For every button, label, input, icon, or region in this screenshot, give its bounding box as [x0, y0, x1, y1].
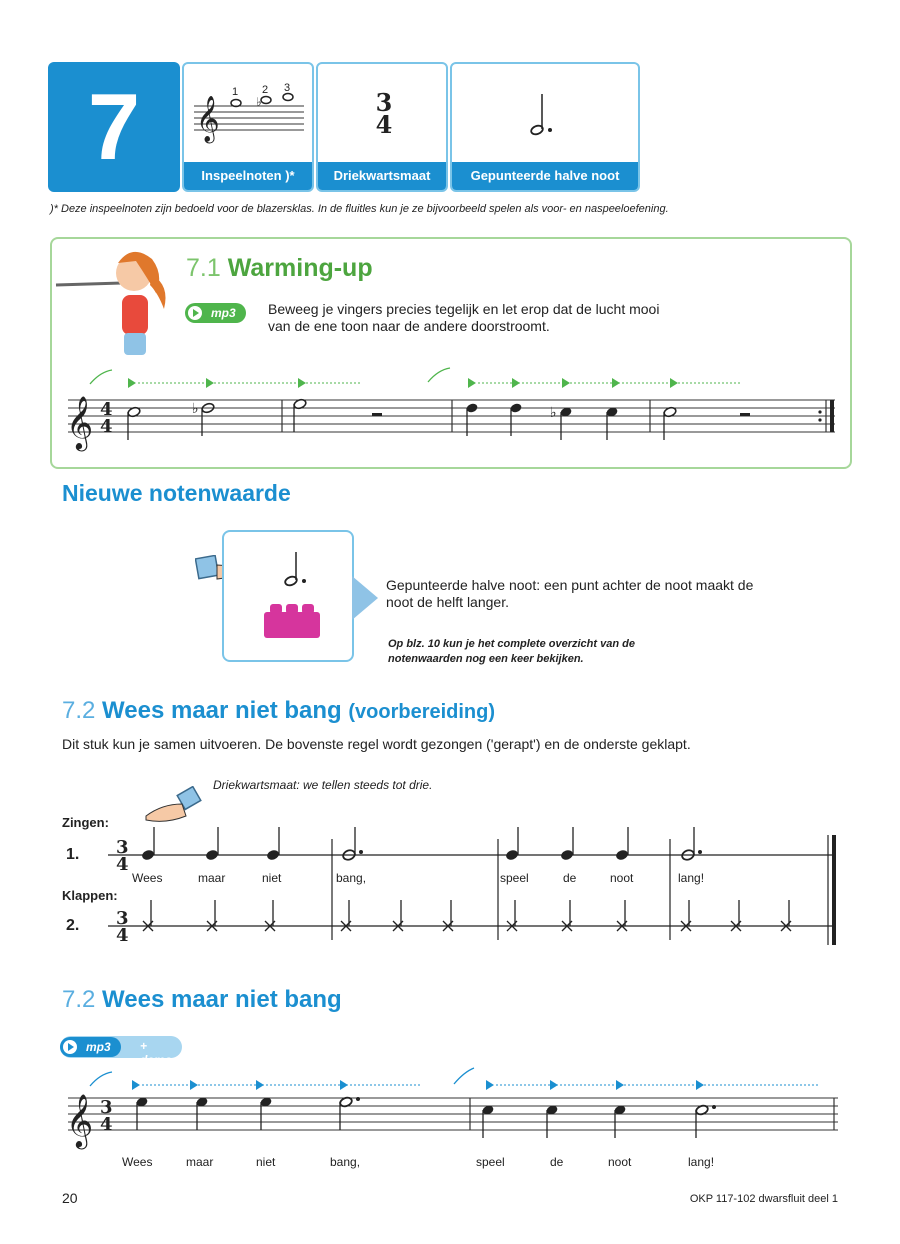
- lyric-7: noot: [610, 871, 634, 885]
- svg-text:4: 4: [100, 1114, 113, 1135]
- svg-text:𝄞: 𝄞: [66, 395, 94, 449]
- song-lyric-1: Wees: [122, 1155, 153, 1169]
- nieuwe-notenwaarde-reference: Op blz. 10 kun je het complete overzicht van de notenwaarden nog een keer bekijken.: [388, 638, 635, 665]
- song-lyric-8: lang!: [688, 1155, 715, 1169]
- dotted-half-note-icon: [452, 64, 640, 166]
- lyric-5: speel: [500, 871, 529, 885]
- svg-text:𝄞: 𝄞: [66, 1093, 94, 1147]
- row-role-klappen: Klappen:: [62, 888, 118, 903]
- page-number: 20: [62, 1190, 78, 1206]
- row-number-2: 2.: [66, 917, 80, 934]
- lyric-1: Wees: [132, 871, 163, 885]
- flute-player-illustration: [52, 245, 172, 365]
- song-heading: 7.2 Wees maar niet bang: [62, 986, 342, 1013]
- rhythm-score: [100, 825, 850, 950]
- footnote: )* Deze inspeelnoten zijn bedoeld voor de blazersklas. In de fluitles kun je ze bijvoorbeeld spelen als voor- en naspeeloefening.: [50, 203, 669, 215]
- warmup-staff: [60, 362, 850, 462]
- svg-text:♭: ♭: [550, 404, 557, 420]
- demo-label: + demo: [140, 1039, 173, 1067]
- warmup-instruction: Beweeg je vingers precies tegelijk en let erop dat de lucht mooi van de ene toon naar de andere doorstroomt.: [268, 301, 660, 334]
- warmup-time-signature: [100, 399, 113, 437]
- song-lyric-6: de: [550, 1155, 564, 1169]
- topic-label: Driekwartsmaat: [318, 162, 446, 190]
- song-staff: [60, 1064, 850, 1154]
- topic-inspeelnoten: [182, 62, 314, 192]
- voorbereiding-intro: Dit stuk kun je samen uitvoeren. De bovenste regel wordt gezongen ('gerapt') en de onderste geklapt.: [62, 736, 691, 752]
- svg-text:4: 4: [116, 854, 129, 875]
- chapter-number: 7: [48, 62, 180, 192]
- time-signature: 3 4: [375, 88, 393, 139]
- lyric-8: lang!: [678, 871, 705, 885]
- svg-text:♭: ♭: [256, 95, 262, 109]
- pointing-hand-icon: [142, 786, 206, 826]
- play-icon: [188, 306, 202, 320]
- song-lyric-2: maar: [186, 1155, 214, 1169]
- publication-code: OKP 117-102 dwarsfluit deel 1: [689, 1193, 838, 1205]
- svg-text:4: 4: [100, 416, 113, 437]
- fingering-1: 1: [232, 86, 239, 98]
- svg-text:3: 3: [116, 908, 129, 929]
- nieuwe-notenwaarde-heading: Nieuwe notenwaarde: [62, 480, 291, 506]
- nieuwe-notenwaarde-description: Gepunteerde halve noot: een punt achter de noot maakt de noot de helft langer.: [386, 577, 754, 610]
- inspeelnoten-staff: [184, 64, 314, 166]
- fingering-3: 3: [284, 82, 291, 94]
- topic-label: Gepunteerde halve noot: [452, 162, 638, 190]
- svg-text:4: 4: [116, 925, 129, 946]
- song-lyric-7: noot: [608, 1155, 632, 1169]
- fingering-2: 2: [262, 84, 269, 96]
- svg-text:𝄞: 𝄞: [196, 96, 220, 142]
- voorbereiding-heading: 7.2 Wees maar niet bang (voorbereiding): [62, 697, 496, 724]
- lyric-6: de: [563, 871, 577, 885]
- lyric-3: niet: [262, 871, 282, 885]
- row-role-zingen: Zingen:: [62, 815, 109, 830]
- song-lyric-4: bang,: [330, 1155, 361, 1169]
- svg-text:3: 3: [100, 1097, 113, 1118]
- warmup-heading: 7.1 Warming-up: [186, 254, 373, 282]
- warmup-mp3-button[interactable]: mp3: [185, 303, 246, 323]
- svg-text:♭: ♭: [192, 400, 199, 416]
- song-mp3-demo-button[interactable]: [60, 1036, 182, 1067]
- voorbereiding-tip: Driekwartsmaat: we tellen steeds tot drie.: [213, 778, 433, 792]
- song-lyric-5: speel: [476, 1155, 505, 1169]
- svg-text:3: 3: [116, 837, 129, 858]
- row-number-1: 1.: [66, 846, 80, 863]
- topic-gepunteerde-halve-noot: [450, 62, 640, 192]
- song-mp3-button[interactable]: mp3: [60, 1037, 121, 1057]
- arrow-right-icon: [352, 576, 380, 620]
- topic-label: Inspeelnoten )*: [184, 162, 312, 190]
- svg-text:4: 4: [100, 399, 113, 420]
- dotted-half-note-icon: [224, 532, 352, 660]
- lyric-4: bang,: [336, 871, 367, 885]
- topic-driekwartsmaat: [316, 62, 448, 192]
- play-icon: [63, 1040, 77, 1054]
- song-lyric-3: niet: [256, 1155, 276, 1169]
- lyric-2: maar: [198, 871, 226, 885]
- dotted-half-note-card: [222, 530, 354, 662]
